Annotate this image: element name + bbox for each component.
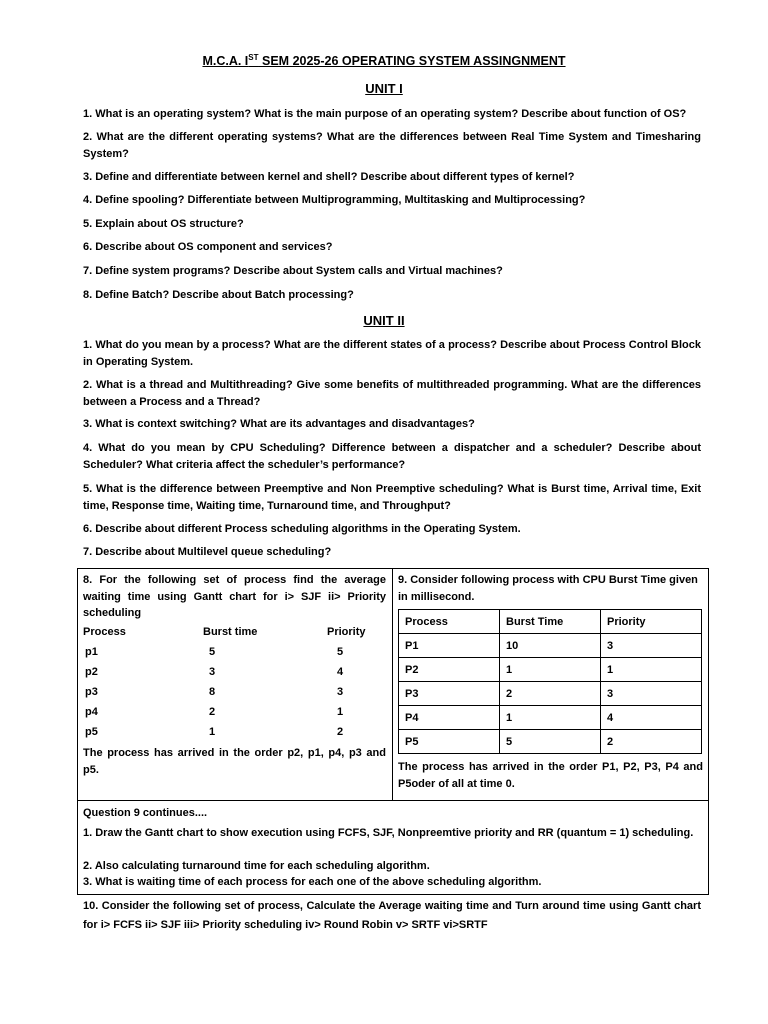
q8-row-3: [83, 686, 383, 702]
unit1-question-1: 1. What is an operating system? What is the main purpose of an operating system? Describe about function of OS?: [83, 108, 687, 120]
q9-cell-priority: 3: [601, 634, 702, 658]
q9-row-2: [399, 658, 702, 682]
q8-cell-priority: 3: [337, 686, 344, 698]
unit2-question-1: 1. What do you mean by a process? What are the different states of a process? Describe about Process Control Block in Operating System.: [83, 339, 701, 368]
q9-cell-priority: 4: [601, 706, 702, 730]
q8-cell-process: p5: [85, 726, 98, 738]
q9-row-1: [399, 634, 702, 658]
q8-cell-burst: 5: [209, 646, 216, 658]
unit1-heading: UNIT I: [365, 81, 403, 96]
q8-cell-priority: 4: [337, 666, 344, 678]
unit2-question-3: 3. What is context switching? What are its advantages and disadvantages?: [83, 418, 475, 430]
q9-cell-process: P3: [399, 682, 500, 706]
unit2-question-7: 7. Describe about Multilevel queue scheduling?: [83, 546, 332, 558]
q9-cell-priority: 2: [601, 730, 702, 754]
q8-cell-priority: 1: [337, 706, 344, 718]
title-rest: SEM 2025-26 OPERATING SYSTEM ASSINGNMENT: [258, 54, 566, 69]
q8-row-5: [83, 726, 383, 742]
q9-cell-burst: 10: [500, 634, 601, 658]
unit2-question-6: 6. Describe about different Process scheduling algorithms in the Operating System.: [83, 523, 521, 535]
q9-cell-process: Process: [399, 610, 500, 634]
question-9-intro: 9. Consider following process with CPU Burst Time given in millisecond.: [398, 574, 698, 603]
q9-continues-item-3: 3. What is waiting time of each process for each one of the above scheduling algorithm.: [83, 876, 542, 888]
q8-cell-burst: 2: [209, 706, 216, 718]
q8-row-4: [83, 706, 383, 722]
question-8-header-row: [83, 626, 383, 642]
q8-header-process: Process: [83, 626, 126, 638]
question-9-table: [398, 609, 702, 754]
q9-cell-priority: 1: [601, 658, 702, 682]
q8-header-priority: Priority: [327, 626, 366, 638]
q8-cell-burst: 1: [209, 726, 216, 738]
q9-cell-process: P4: [399, 706, 500, 730]
q8-cell-process: p4: [85, 706, 98, 718]
unit2-question-5: 5. What is the difference between Preemptive and Non Preemptive scheduling? What is Burst time, Arrival time, Exit time, Response time, Waiting time, Turnaround time, and Throughput?: [83, 483, 701, 512]
q9-continues-item-2: 2. Also calculating turnaround time for each scheduling algorithm.: [83, 860, 430, 872]
q8-cell-process: p2: [85, 666, 98, 678]
unit2-question-2: 2. What is a thread and Multithreading? Give some benefits of multithreaded programming. What are the differences between a Process and a Thread?: [83, 379, 701, 408]
unit2-heading: UNIT II: [363, 313, 405, 328]
question-8-note: The process has arrived in the order p2, p1, p4, p3 and p5.: [83, 747, 386, 776]
q8-cell-priority: 2: [337, 726, 344, 738]
q9-cell-priority: Priority: [601, 610, 702, 634]
q9-cell-process: P1: [399, 634, 500, 658]
q9-cell-burst: 5: [500, 730, 601, 754]
title-prefix: M.C.A. I: [202, 54, 249, 69]
q9-row-3: [399, 682, 702, 706]
q9-row-5: [399, 730, 702, 754]
q9-cell-process: P5: [399, 730, 500, 754]
question-8-intro: 8. For the following set of process find the average waiting time using Gantt chart for i> SJF ii> Priority scheduling: [83, 574, 386, 619]
unit1-question-6: 6. Describe about OS component and services?: [83, 241, 333, 253]
q8-cell-process: p3: [85, 686, 98, 698]
q8-cell-process: p1: [85, 646, 98, 658]
q8-header-burst: Burst time: [203, 626, 258, 638]
q9-cell-burst: 1: [500, 658, 601, 682]
unit1-question-4: 4. Define spooling? Differentiate between Multiprogramming, Multitasking and Multiprocessing?: [83, 194, 586, 206]
q9-cell-priority: 3: [601, 682, 702, 706]
q9-continues-item-1: 1. Draw the Gantt chart to show execution using FCFS, SJF, Nonpreemtive priority and RR (quantum = 1) scheduling.: [83, 827, 694, 839]
q9-row-4: [399, 706, 702, 730]
q8-cell-priority: 5: [337, 646, 344, 658]
unit1-question-2: 2. What are the different operating systems? What are the differences between Real Time System and Timesharing System?: [83, 131, 701, 160]
question-9-continues-heading: Question 9 continues....: [83, 807, 208, 819]
q9-cell-burst: 2: [500, 682, 601, 706]
title-superscript: ST: [248, 53, 259, 62]
q9-cell-burst: 1: [500, 706, 601, 730]
unit1-question-8: 8. Define Batch? Describe about Batch processing?: [83, 289, 354, 301]
q9-cell-process: P2: [399, 658, 500, 682]
question-9-note: The process has arrived in the order P1, P2, P3, P4 and P5oder of all at time 0.: [398, 761, 703, 790]
q8-cell-burst: 3: [209, 666, 216, 678]
unit1-question-7: 7. Define system programs? Describe about System calls and Virtual machines?: [83, 265, 503, 277]
q9-header-row: [399, 610, 702, 634]
q8-row-1: [83, 646, 383, 662]
unit2-question-4: 4. What do you mean by CPU Scheduling? Difference between a dispatcher and a scheduler? Describe about Scheduler? What criteria affect the scheduler’s performance?: [83, 442, 701, 471]
q8-cell-burst: 8: [209, 686, 216, 698]
unit1-question-3: 3. Define and differentiate between kernel and shell? Describe about different types of kernel?: [83, 171, 575, 183]
page-title: [0, 53, 768, 68]
unit1-question-5: 5. Explain about OS structure?: [83, 218, 244, 230]
q9-cell-burst: Burst Time: [500, 610, 601, 634]
question-10: 10. Consider the following set of process, Calculate the Average waiting time and Turn around time using Gantt chart for i> FCFS ii> SJF iii> Priority scheduling iv> Round Robin v> SRTF vi>SRTF: [83, 900, 701, 931]
q8-row-2: [83, 666, 383, 682]
